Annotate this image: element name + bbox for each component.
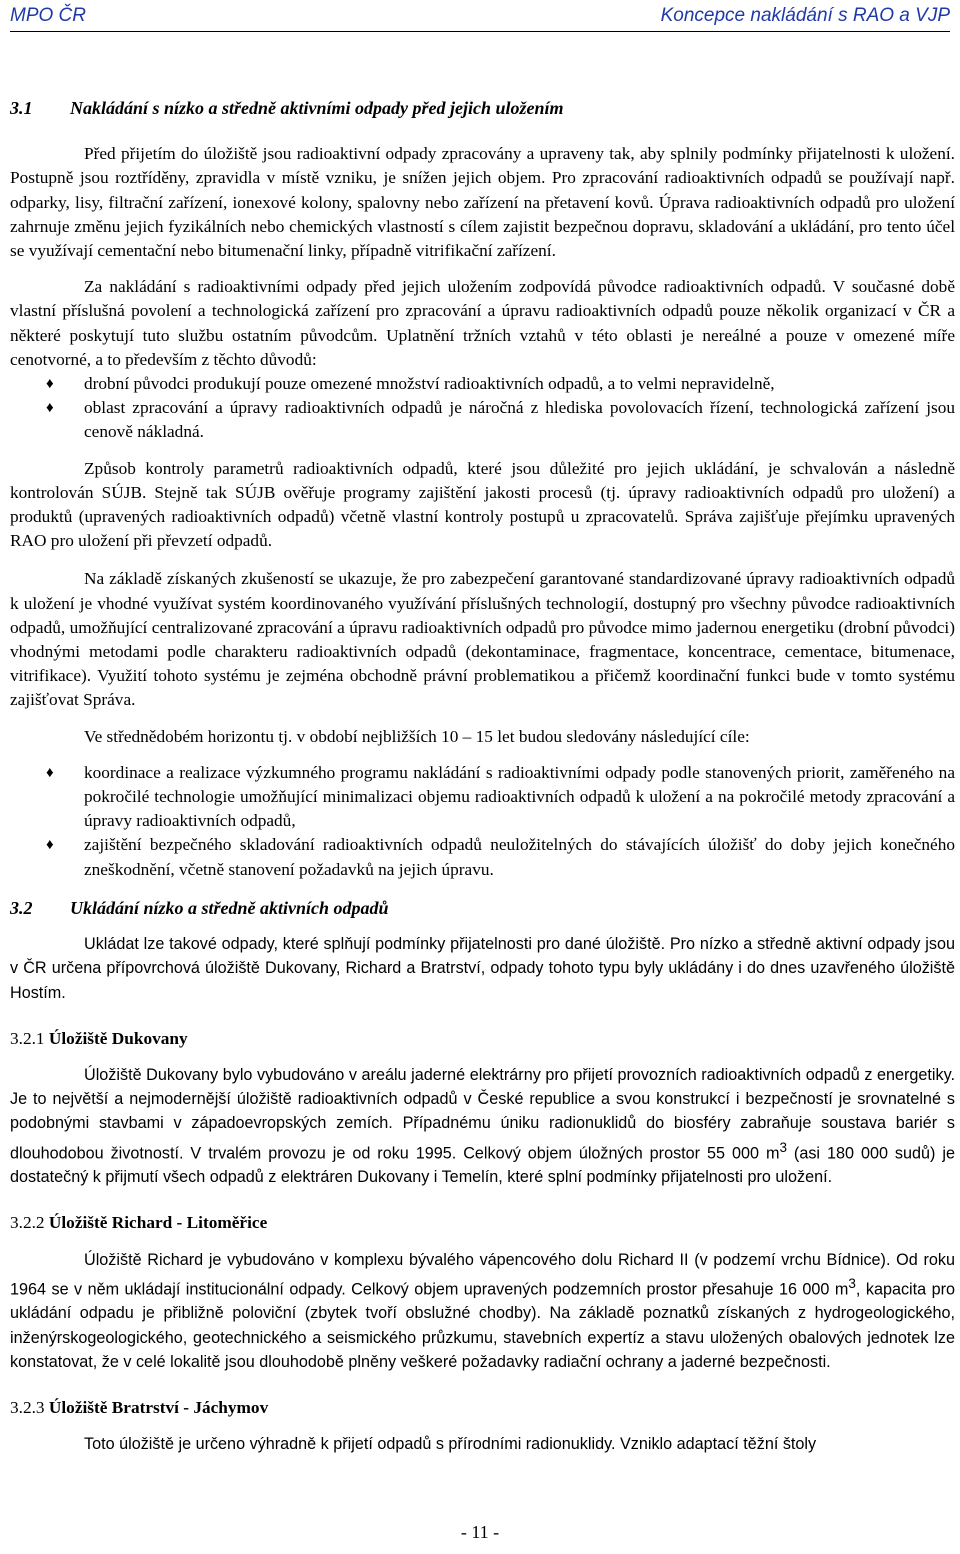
subsection-number: 3.2.1 [10,1028,45,1048]
bullet-diamond-icon: ♦ [46,376,54,393]
subsection-title: Úložiště Richard - Litoměřice [48,1213,268,1233]
page-number: - 11 - [460,1522,500,1542]
subsection-heading-3-2-1 [10,1027,955,1051]
list-item-text: drobní původci produkují pouze omezené množství radioaktivních odpadů, a to velmi nepravidelně, [84,374,775,394]
paragraph: Na základě získaných zkušeností se ukazuje, že pro zabezpečení garantované standardizované úpravy radioaktivních odpadů k uložení je vhodné využívat systém koordinovaného využívání příslušných technologií, dostupný pro všechny původce radioaktivních odpadů, umožňující centralizované zpracování a úpravu radioaktivních odpadů pro původce mimo jadernou energetiku (drobní původci) vhodnými metodami podle charakteru radioaktivních odpadů (dekontaminace, fragmentace, koncentrace, cementace, bitumenace, vitrifikace). Využití tohoto systému je zejména obchodně právní problematikou a přičemž koordinační funkci bude v tomto systému zajišťovat Správa. [10,569,955,710]
superscript: 3 [848,1275,856,1291]
section-title: Nakládání s nízko a středně aktivními odpady před jejich uložením [70,98,564,118]
paragraph: Za nakládání s radioaktivními odpady před jejich uložením zodpovídá původce radioaktivních odpadů. V současné době vlastní příslušná povolení a technologická zařízení pro zpracování a úpravu radioaktivních odpadů pouze několik organizací v ČR a některé poskytují tuto službu ostatním původcům. Uplatnění tržních vztahů v této oblasti je nereálné a pouze v omezené míře cenotvorné, a to především z těchto důvodů: [10,277,955,369]
subsection-number: 3.2.3 [10,1397,45,1417]
paragraph [10,1063,955,1189]
list-item [10,761,955,834]
paragraph: Před přijetím do úložiště jsou radioaktivní odpady zpracovány a upraveny tak, aby splnily podmínky přijatelnosti k uložení. Postupně jsou roztříděny, zpravidla v místě vzniku, je snížen jejich objem. Pro zpracování radioaktivních odpadů se používají např. odparky, lisy, filtrační zařízení, ionexové kolony, spalovny nebo zařízení na přetavení kovů. Úprava radioaktivních odpadů pro uložení zahrnuje změnu jejich fyzikálních nebo chemických vlastností s cílem zajistit bezpečnou dopravu, skladování a ukládání, pro tento účel se využívají cementační nebo bitumenační linky, případně vitrifikační zařízení. [10,144,955,261]
section-title: Ukládání nízko a středně aktivních odpadů [70,897,389,918]
paragraph-text: (asi 180 000 sudů) je dostatečný k přijmutí všech odpadů z elektráren Dukovany i Temelín, které splní podmínky přijatelnosti pro uložení. [10,1143,955,1187]
bullet-diamond-icon: ♦ [46,837,54,854]
subsection-heading-3-2-2 [10,1211,955,1235]
paragraph: Ukládat lze takové odpady, které splňují podmínky přijatelnosti pro dané úložiště. Pro nízko a středně aktivní odpady jsou v ČR určena přípovrchová úložiště Dukovany, Richard a Bratrství, odpady tohoto typu byly ukládány i do dnes uzavřeného úložiště Hostím. [10,935,955,1002]
subsection-heading-3-2-3 [10,1396,955,1420]
bullet-list [10,372,955,445]
paragraph [10,1248,955,1374]
bullet-list [10,761,955,882]
list-item [10,833,955,881]
page-content [10,96,955,1456]
superscript: 3 [779,1139,787,1155]
list-item-text: oblast zpracování a úpravy radioaktivních odpadů je náročná z hlediska povolovacích řízení, technologická zařízení jsou cenově nákladná. [84,398,955,442]
bullet-diamond-icon: ♦ [46,764,54,781]
paragraph: Ve střednědobém horizontu tj. v období nejbližších 10 – 15 let budou sledovány následující cíle: [84,726,750,746]
subsection-title: Úložiště Dukovany [48,1028,188,1048]
paragraph-text: Úložiště Dukovany bylo vybudováno v areálu jaderné elektrárny pro přijetí provozních radioaktivních odpadů z energetiky. Je to největší a nejmodernější úložiště radioaktivních odpadů v České republice a svou konstrukcí i bezpečností je srovnatelné s podobnými stavbami v západoevropských zemích. Případnému úniku radionuklidů do biosféry zabraňuje soustava bariér s dlouhodobou životností. V trvalém provozu je od roku 1995. Celkový objem úložných prostor 55 000 m [10,1065,955,1162]
section-number: 3.1 [10,98,33,118]
list-item-text: koordinace a realizace výzkumného programu nakládání s radioaktivními odpady podle stanovených priorit, zaměřeného na pokročilé technologie umožňující minimalizaci objemu radioaktivních odpadů k uložení a na pokročilé metody zpracování a úpravy radioaktivních odpadů, [84,762,955,831]
list-item-text: zajištění bezpečného skladování radioaktivních odpadů neuložitelných do stávajících úložišť do doby jejich konečného zneškodnění, včetně stanovení požadavků na jejich úpravu. [84,835,955,879]
paragraph-text: Úložiště Richard je vybudováno v komplexu bývalého vápencového dolu Richard II (v podzemí vrchu Bídnice). Od roku 1964 se v něm ukládají institucionální odpady. Celkový objem upravených podzemních prostor přesahuje 16 000 m [10,1250,955,1299]
section-heading-3-1 [10,96,955,120]
bullet-diamond-icon: ♦ [46,400,54,417]
paragraph: Způsob kontroly parametrů radioaktivních odpadů, které jsou důležité pro jejich ukládání, je schvalován a následně kontrolován SÚJB. Stejně tak SÚJB ověřuje programy zajištění jakosti procesů (tj. úpravy radioaktivních odpadů pro uložení) a produktů (upravených radioaktivních odpadů) včetně vlastní kontroly postupů u zpracovatelů. Správa zajišťuje přejímku upravených RAO pro uložení při převzetí odpadů. [10,458,955,551]
subsection-number: 3.2.2 [10,1213,45,1233]
subsection-title: Úložiště Bratrství - Jáchymov [48,1397,269,1417]
section-heading-3-2 [10,896,955,920]
list-item [10,372,955,396]
list-item [10,396,955,444]
section-number: 3.2 [10,897,33,918]
paragraph: Toto úložiště je určeno výhradně k přijetí odpadů s přírodními radionuklidy. Vzniklo adaptací těžní štoly [84,1435,817,1454]
page-header [10,3,950,32]
header-right-text: Koncepce nakládání s RAO a VJP [660,5,950,26]
paragraph-text: , kapacita pro ukládání odpadu je přibližně poloviční (zbytek tvoří obslužné chodby). Na základě poznatků získaných z hydrogeologického, inženýrskogeologického, geotechnického a seismického průzkumu, stavebních expertíz a stavu uložených obalových jednotek lze konstatovat, že v celé lokalitě jsou dlouhodobě plněny veškeré požadavky radiační ochrany a jaderné bezpečnosti. [10,1280,955,1371]
header-left-text: MPO ČR [10,5,86,26]
